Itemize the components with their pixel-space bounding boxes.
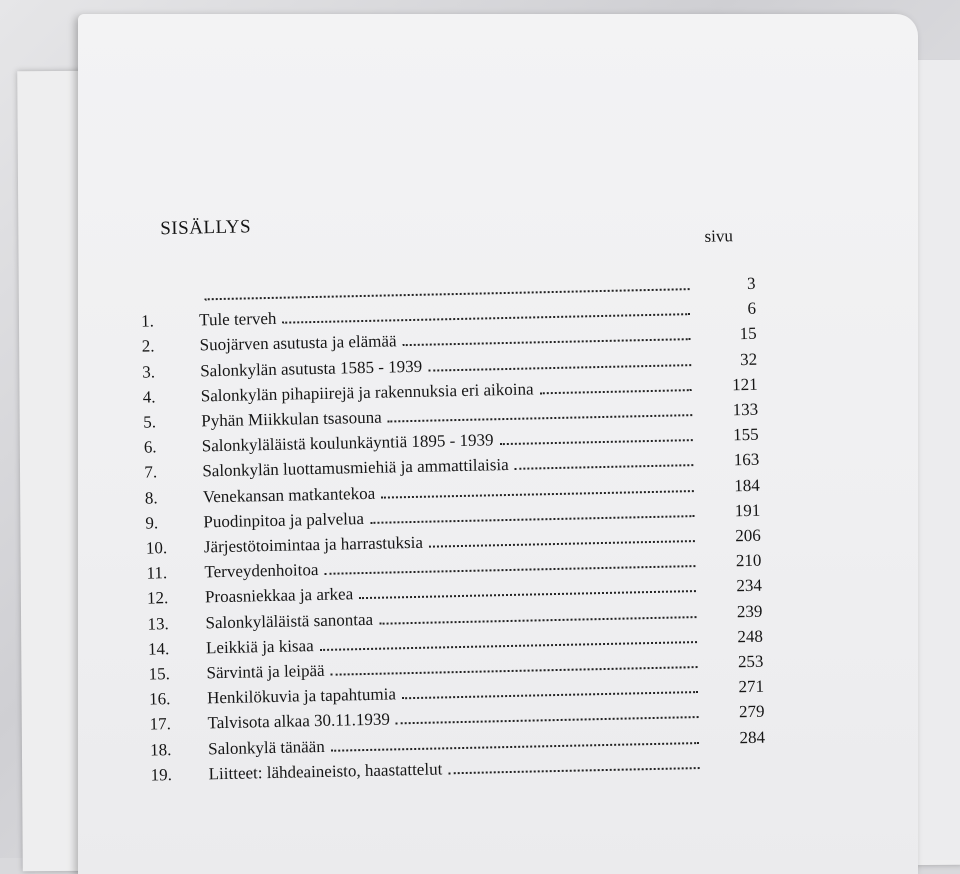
entry-page-number: 32 <box>739 349 758 369</box>
dot-leader <box>359 588 696 599</box>
entry-number: 7. <box>144 462 158 482</box>
entry-number: 8. <box>144 487 158 508</box>
entry-title: Talvisota alkaa 30.11.1939 <box>207 709 391 733</box>
entry-page-number: 206 <box>735 525 762 546</box>
dot-leader <box>396 714 699 724</box>
entry-number: 9. <box>145 513 159 533</box>
entry-page-number: 121 <box>731 374 758 395</box>
entry-page-number: 191 <box>734 500 761 521</box>
entry-number: 4. <box>142 387 156 407</box>
entry-number: 1. <box>140 311 155 331</box>
entry-title: Tule terveh <box>198 308 277 330</box>
dot-leader <box>324 563 695 575</box>
page-column-header: sivu <box>704 226 734 246</box>
entry-number: 12. <box>146 588 169 608</box>
entry-number: 15. <box>148 664 171 684</box>
entry-page-number: 133 <box>732 399 759 420</box>
entry-title: Liitteet: lähdeaineisto, haastattelut <box>208 759 443 784</box>
entry-page-number: 248 <box>737 626 764 647</box>
toc-title: SISÄLLYS <box>160 216 252 240</box>
entry-page-number: 184 <box>734 475 760 495</box>
entry-title: Puodinpitoa ja palvelua <box>203 508 365 532</box>
entry-page-number: 155 <box>732 424 759 445</box>
entry-title: Salonkylä tänään <box>207 736 325 758</box>
entry-title: Salonkyläläistä koulunkäyntiä 1895 - 1939 <box>201 430 494 456</box>
entry-page-number: 3 <box>746 273 756 293</box>
dot-leader <box>540 387 692 394</box>
entry-title: Proasniekkaa ja arkea <box>204 584 354 607</box>
entry-page-number: 163 <box>733 450 760 470</box>
entry-title: Terveydenhoitoa <box>204 560 319 582</box>
entry-number: 19. <box>150 764 173 785</box>
entry-number: 14. <box>147 638 170 659</box>
dot-leader <box>515 462 694 470</box>
entry-number: 11. <box>146 563 168 583</box>
dot-leader <box>428 362 691 372</box>
entry-title: Venekansan matkantekoa <box>202 483 376 506</box>
entry-page-number: 6 <box>747 298 757 319</box>
entry-title: Salonkylän asutusta 1585 - 1939 <box>200 356 423 381</box>
entry-number: 6. <box>143 437 157 457</box>
entry-title: Henkilökuvia ja tapahtumia <box>206 684 397 708</box>
entry-page-number: 210 <box>735 550 762 571</box>
entry-page-number: 239 <box>736 601 763 621</box>
dot-leader <box>388 412 693 422</box>
entry-title: Leikkiä ja kisaa <box>205 635 314 658</box>
entry-number: 10. <box>145 538 168 558</box>
entry-number: 16. <box>148 689 171 709</box>
entry-title: Salonkylän pihapiirejä ja rakennuksia eri aikoina <box>200 379 534 406</box>
dot-leader <box>370 513 694 524</box>
dot-leader <box>381 488 694 499</box>
entry-page-number: 284 <box>739 727 766 747</box>
dot-leader <box>448 765 699 774</box>
entry-number: 5. <box>143 412 157 432</box>
dot-leader <box>379 614 696 625</box>
entry-number: 18. <box>149 739 172 760</box>
entry-page-number: 279 <box>738 702 765 722</box>
entry-title: Särvintä ja leipää <box>206 660 325 683</box>
entry-page-number <box>714 772 766 773</box>
entry-title: Järjestötoimintaa ja harrastuksia <box>203 532 424 557</box>
entry-number: 17. <box>149 714 172 734</box>
entry-number: 2. <box>141 336 155 357</box>
entry-title: Salonkylän luottamusmiehiä ja ammattilaisia <box>202 455 509 481</box>
entry-title: Pyhän Miikkulan tsasouna <box>201 407 382 431</box>
entry-page-number: 271 <box>738 676 765 697</box>
entry-page-number: 15 <box>739 324 757 344</box>
entry-page-number: 253 <box>737 651 764 672</box>
entry-number: 13. <box>147 613 169 634</box>
dot-leader <box>429 538 695 548</box>
dot-leader <box>320 639 697 651</box>
entry-title: Salonkyläläistä sanontaa <box>205 609 374 632</box>
entry-title: Suojärven asutusta ja elämää <box>199 331 397 355</box>
dot-leader <box>402 689 698 699</box>
dot-leader <box>500 437 693 445</box>
entry-page-number: 234 <box>736 576 763 596</box>
entry-number: 3. <box>142 361 156 382</box>
dot-leader <box>331 740 699 752</box>
dot-leader <box>403 337 691 347</box>
dot-leader <box>331 664 698 676</box>
